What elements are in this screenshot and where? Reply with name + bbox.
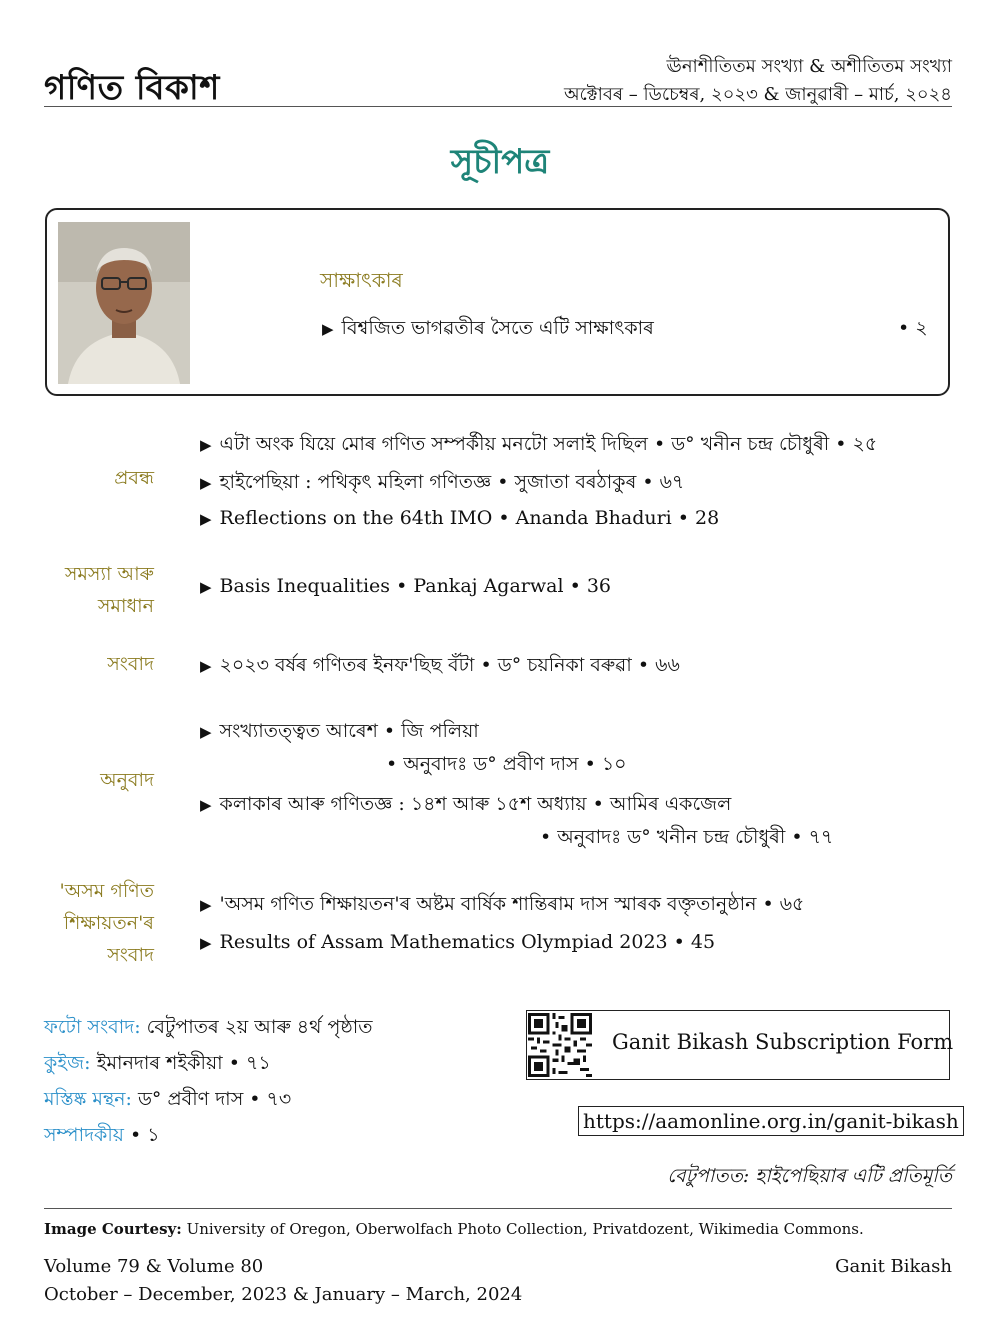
section-label-line: সমাধান bbox=[97, 595, 154, 617]
section-label-line: 'অসম গণিত bbox=[59, 880, 154, 902]
misc-value: ইমানদাৰ শইকীয়া • ৭১ bbox=[96, 1052, 271, 1074]
toc-entry-text: Reflections on the 64th IMO • Ananda Bhaduri • 28 bbox=[219, 507, 720, 529]
triangle-bullet-icon: ▶ bbox=[322, 320, 334, 338]
toc-entry-translator: • অনুবাদঃ ড° প্ৰবীণ দাস • ১০ bbox=[386, 753, 627, 775]
misc-label: সম্পাদকীয় bbox=[44, 1124, 124, 1146]
toc-entry-text: ২০২৩ বৰ্ষৰ গণিতৰ ইনফ'ছিছ বঁটা • ড° চয়নিকা বৰুৱা • ৬৬ bbox=[219, 654, 680, 676]
misc-value: • ১ bbox=[130, 1124, 160, 1146]
toc-entry[interactable] bbox=[200, 790, 731, 822]
image-courtesy-text: University of Oregon, Oberwolfach Photo Collection, Privatdozent, Wikimedia Commons. bbox=[186, 1220, 864, 1238]
toc-entry-text: Results of Assam Mathematics Olympiad 2023 • 45 bbox=[219, 931, 716, 953]
toc-entry-translator: • অনুবাদঃ ড° খনীন চন্দ্ৰ চৌধুৰী • ৭৭ bbox=[540, 826, 834, 848]
triangle-bullet-icon: ▶ bbox=[200, 796, 212, 814]
journal-title: গণিত বিকাশ bbox=[44, 68, 220, 108]
issue-dates: অক্টোবৰ – ডিচেম্বৰ, ২০২৩ & জানুৱাৰী – মাৰ্চ, ২০২৪ bbox=[563, 84, 952, 105]
misc-label: ফটো সংবাদ: bbox=[44, 1016, 141, 1038]
interview-entry[interactable] bbox=[322, 314, 654, 346]
toc-entry[interactable] bbox=[200, 890, 804, 922]
section-label-sambad: সংবাদ bbox=[107, 653, 154, 675]
toc-entry[interactable] bbox=[200, 717, 479, 749]
toc-entry-text: সংখ্যাতত্ত্বত আৰেশ • জি পলিয়া bbox=[219, 720, 479, 742]
website-url-link[interactable]: https://aamonline.org.in/ganit-bikash bbox=[578, 1106, 964, 1136]
toc-title: সূচীপত্ৰ bbox=[450, 142, 550, 182]
misc-item-brainstorm[interactable] bbox=[44, 1085, 291, 1117]
toc-entry-text: কলাকাৰ আৰু গণিতজ্ঞ : ১৪শ আৰু ১৫শ অধ্যায় • আমিৰ একজেল bbox=[219, 793, 732, 815]
image-courtesy bbox=[44, 1220, 864, 1238]
toc-entry[interactable] bbox=[200, 468, 684, 500]
image-courtesy-label: Image Courtesy: bbox=[44, 1220, 182, 1238]
toc-entry-text: হাইপেছিয়া : পথিকৃৎ মহিলা গণিতজ্ঞ • সুজাতা বৰঠাকুৰ • ৬৭ bbox=[219, 471, 685, 493]
triangle-bullet-icon: ▶ bbox=[200, 474, 212, 492]
toc-entry-text: এটা অংক যিয়ে মোৰ গণিত সম্পৰ্কীয় মনটো সলাই দিছিল • ড° খনীন চন্দ্ৰ চৌধুৰী • ২৫ bbox=[219, 433, 878, 455]
section-label-anubad: অনুবাদ bbox=[100, 769, 154, 791]
misc-item-editorial[interactable] bbox=[44, 1121, 160, 1153]
toc-entry[interactable] bbox=[200, 430, 877, 462]
section-label-line: শিক্ষায়তন'ৰ bbox=[63, 912, 154, 934]
section-label-line: সমস্যা আৰু bbox=[64, 563, 154, 585]
section-label-ags bbox=[4, 875, 154, 971]
misc-label: কুইজ: bbox=[44, 1052, 91, 1074]
misc-item-quiz[interactable] bbox=[44, 1049, 271, 1081]
section-label-prabandha: প্ৰবন্ধ bbox=[114, 467, 154, 489]
toc-entry[interactable] bbox=[200, 575, 611, 597]
triangle-bullet-icon: ▶ bbox=[200, 723, 212, 741]
triangle-bullet-icon: ▶ bbox=[200, 578, 212, 596]
footer-dates: October – December, 2023 & January – March, 2024 bbox=[44, 1284, 523, 1305]
toc-entry[interactable] bbox=[200, 507, 719, 529]
toc-entry-text: 'অসম গণিত শিক্ষায়তন'ৰ অষ্টম বাৰ্ষিক শান্তিৰাম দাস স্মাৰক বক্তৃতানুষ্ঠান • ৬৫ bbox=[219, 893, 805, 915]
misc-label: মস্তিষ্ক মন্থন: bbox=[44, 1088, 132, 1110]
header-divider bbox=[44, 106, 952, 107]
misc-value: ড° প্ৰবীণ দাস • ৭৩ bbox=[137, 1088, 292, 1110]
footer-journal-name: Ganit Bikash bbox=[835, 1256, 952, 1277]
interview-section-label: সাক্ষাৎকাৰ bbox=[320, 268, 403, 292]
toc-entry-text: Basis Inequalities • Pankaj Agarwal • 36 bbox=[219, 575, 612, 597]
triangle-bullet-icon: ▶ bbox=[200, 896, 212, 914]
triangle-bullet-icon: ▶ bbox=[200, 657, 212, 675]
footer-divider bbox=[44, 1208, 952, 1209]
triangle-bullet-icon: ▶ bbox=[200, 436, 212, 454]
misc-value: বেটুপাতৰ ২য় আৰু ৪ৰ্থ পৃষ্ঠাত bbox=[146, 1016, 373, 1038]
toc-entry[interactable] bbox=[200, 651, 680, 683]
triangle-bullet-icon: ▶ bbox=[200, 934, 212, 952]
section-label-line: সংবাদ bbox=[107, 944, 154, 966]
misc-item-photo-news[interactable] bbox=[44, 1013, 373, 1045]
interview-page: • ২ bbox=[898, 317, 928, 339]
toc-entry[interactable] bbox=[200, 931, 715, 953]
triangle-bullet-icon: ▶ bbox=[200, 510, 212, 528]
issue-numbers: ঊনাশীতিতম সংখ্যা & অশীতিতম সংখ্যা bbox=[666, 56, 952, 77]
cover-caption: বেটুপাতত: হাইপেছিয়াৰ এটি প্ৰতিমূৰ্তি bbox=[667, 1165, 952, 1187]
section-label-samasya bbox=[4, 558, 154, 622]
subscription-form-link[interactable]: Ganit Bikash Subscription Form bbox=[612, 1030, 954, 1054]
interviewee-photo bbox=[58, 222, 190, 384]
interview-entry-text: বিশ্বজিত ভাগৱতীৰ সৈতে এটি সাক্ষাৎকাৰ bbox=[341, 317, 654, 339]
qr-code-icon[interactable] bbox=[528, 1013, 592, 1077]
footer-volume: Volume 79 & Volume 80 bbox=[44, 1256, 264, 1277]
